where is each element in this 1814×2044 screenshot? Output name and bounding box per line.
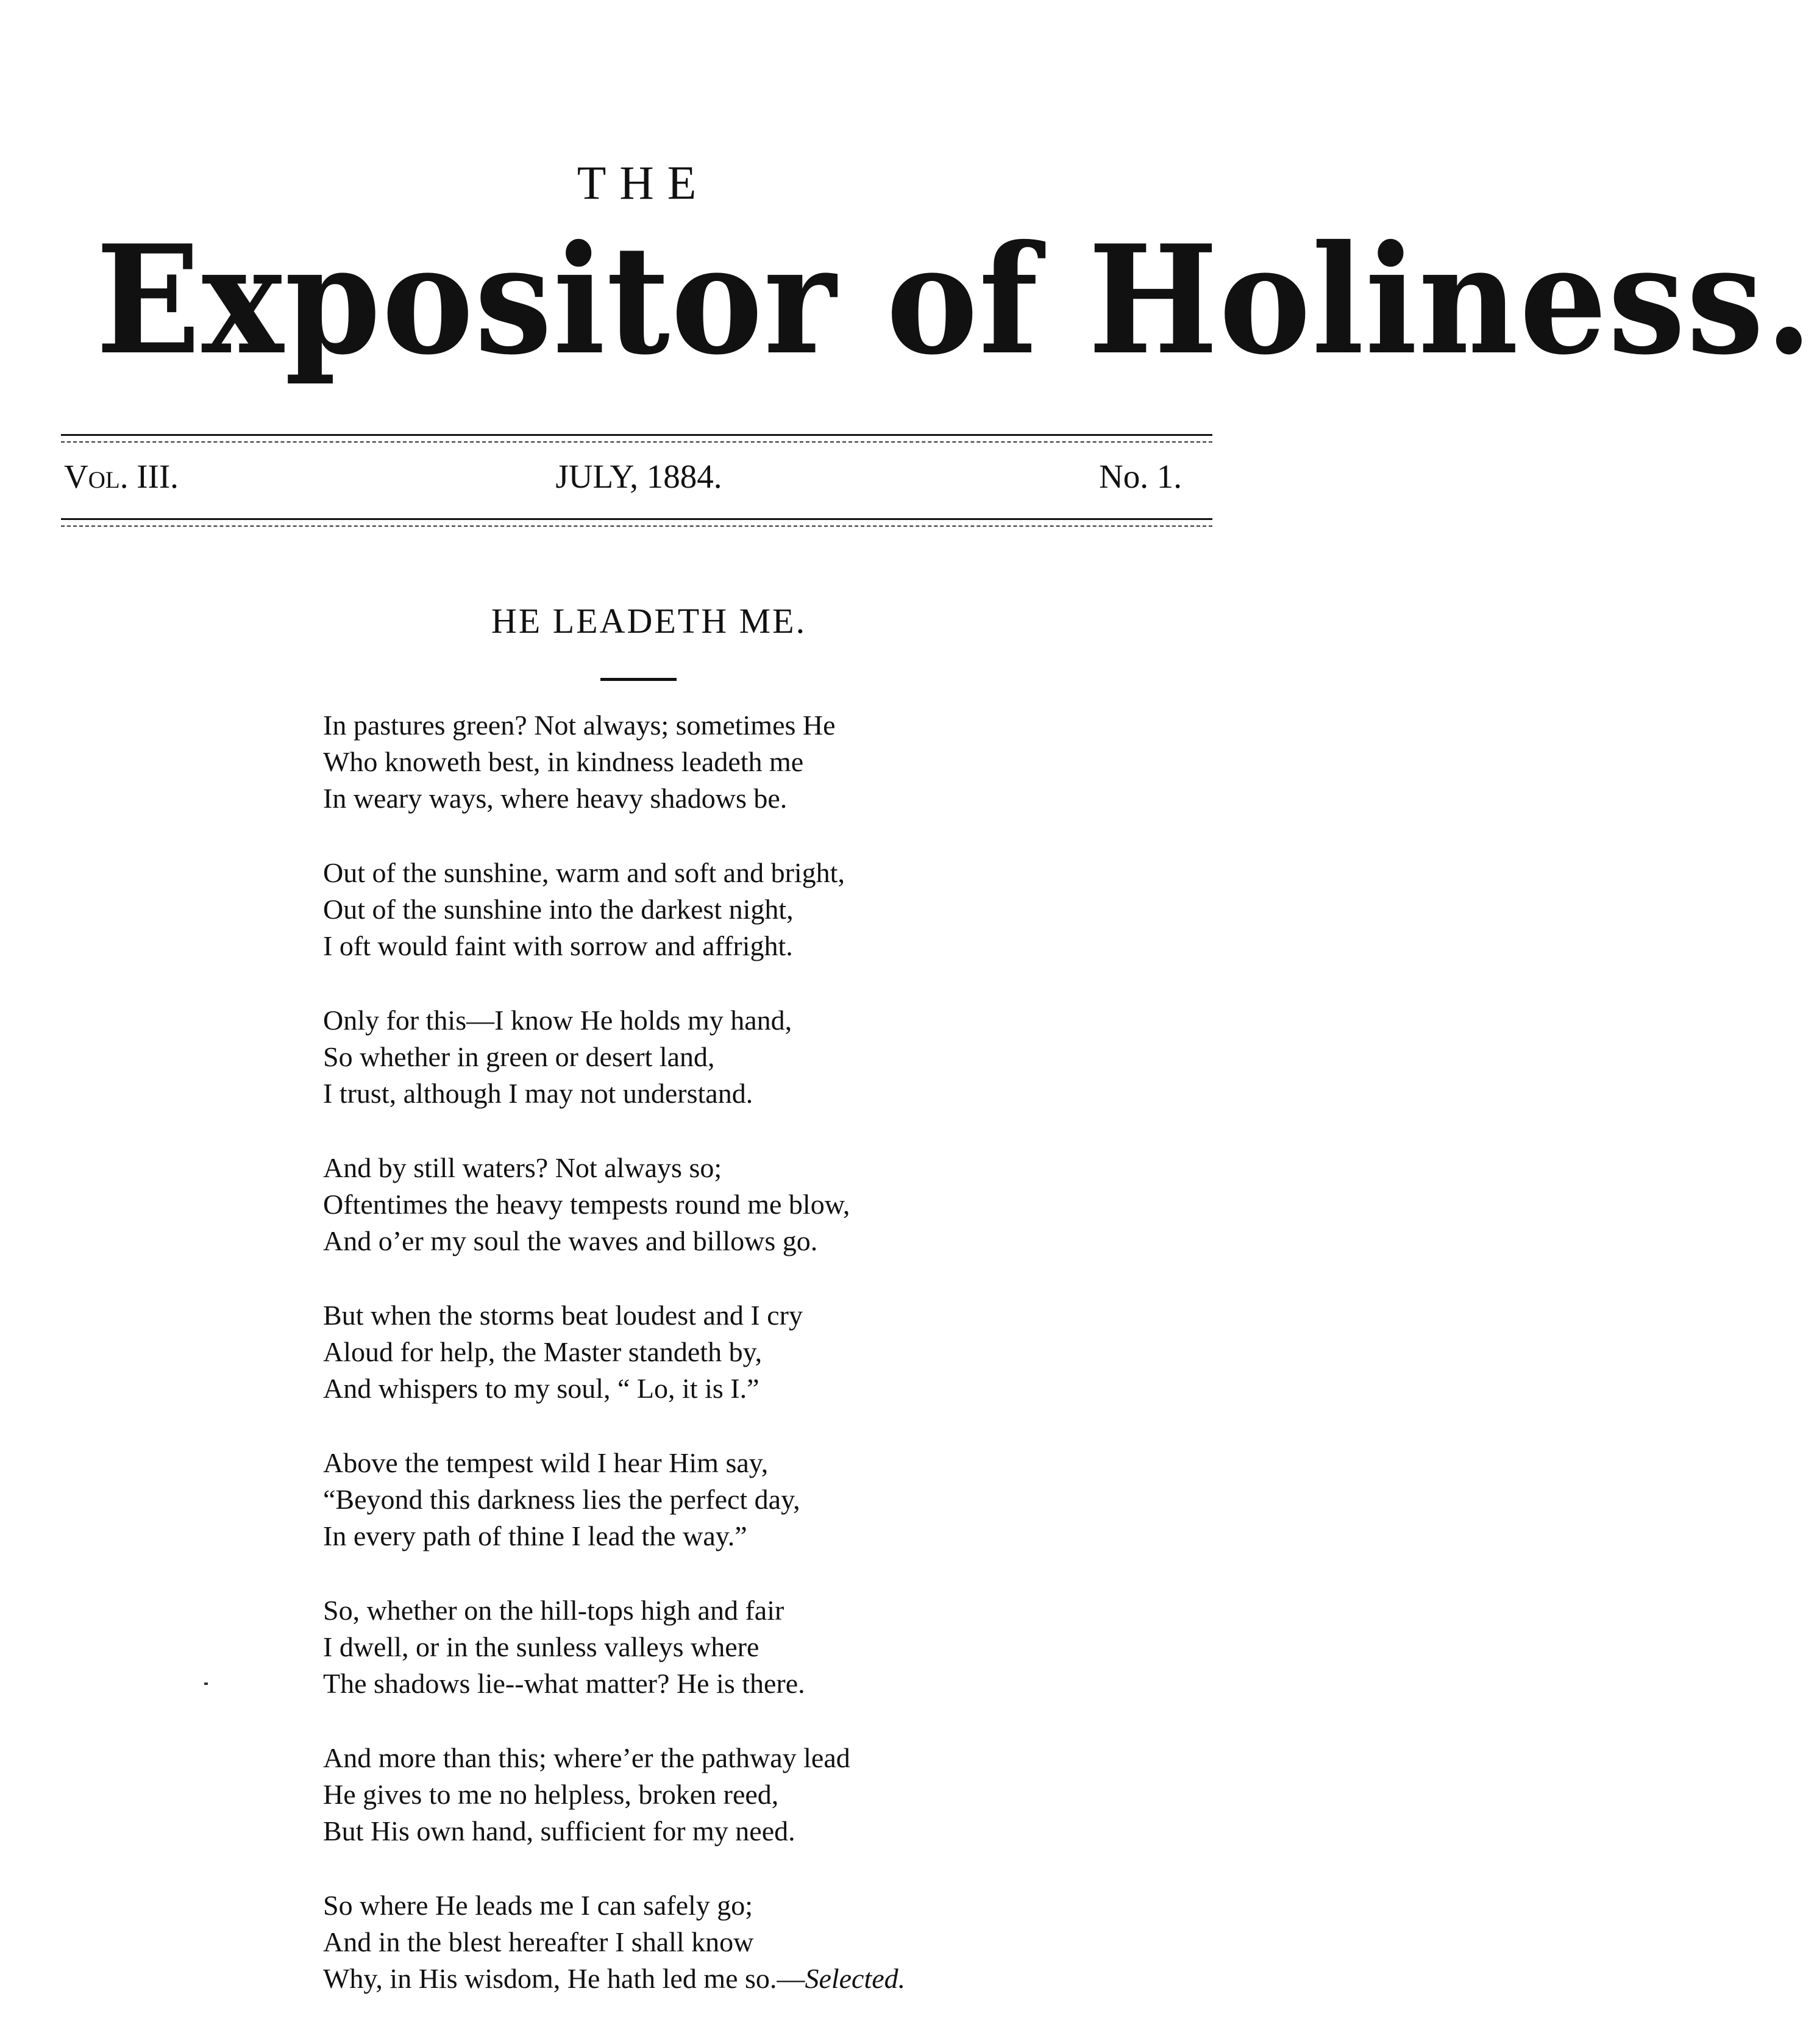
poem-line: And in the blest hereafter I shall know: [323, 1926, 754, 1957]
poem-line: Who knoweth best, in kindness leadeth me: [323, 746, 804, 777]
stanza: [323, 707, 1085, 817]
volume-label: Vol. III.: [64, 458, 179, 495]
issue-info-row: [64, 457, 1182, 496]
issue-number: No. 1.: [1099, 458, 1182, 495]
poem-line: I oft would faint with sorrow and affright.: [323, 930, 793, 961]
header-rule-top: [61, 434, 1212, 436]
poem-line-final: [323, 1960, 1085, 1997]
poem-line: Only for this—I know He holds my hand,: [323, 1005, 792, 1036]
poem-line: Aloud for help, the Master standeth by,: [323, 1336, 763, 1367]
header-rule-top-dashed: [61, 441, 1212, 443]
stanza: [323, 1445, 1085, 1554]
stanza: [323, 1150, 1085, 1259]
poem-body: [323, 707, 1085, 2035]
poem-line: And o’er my soul the waves and billows go.: [323, 1225, 818, 1256]
attribution: Selected.: [805, 1963, 906, 1994]
poem-line: So where He leads me I can safely go;: [323, 1890, 753, 1921]
poem-line: The shadows lie--what matter? He is there.: [323, 1668, 805, 1699]
poem-line: But His own hand, sufficient for my need.: [323, 1815, 795, 1846]
poem-line: So whether in green or desert land,: [323, 1041, 715, 1072]
poem-line-text: Why, in His wisdom, He hath led me so.—: [323, 1963, 805, 1994]
stanza: [323, 855, 1085, 964]
poem-line: And whispers to my soul, “ Lo, it is I.”: [323, 1373, 759, 1404]
poem-line: And by still waters? Not always so;: [323, 1152, 722, 1183]
masthead-the: THE: [577, 156, 710, 209]
issue-date: JULY, 1884.: [555, 458, 722, 495]
masthead-title: Expositor of Holiness.: [96, 212, 1814, 388]
poem-line: I trust, although I may not understand.: [323, 1078, 753, 1109]
poem-line: So, whether on the hill-tops high and fair: [323, 1595, 784, 1626]
poem-line: Oftentimes the heavy tempests round me blow,: [323, 1189, 850, 1220]
stray-mark: [204, 1683, 208, 1685]
poem-line: And more than this; where’er the pathway lead: [323, 1742, 850, 1773]
poem-line: “Beyond this darkness lies the perfect day,: [323, 1484, 800, 1515]
stanza: [323, 1002, 1085, 1112]
poem-line: In pastures green? Not always; sometimes He: [323, 710, 836, 741]
poem-line: I dwell, or in the sunless valleys where: [323, 1631, 759, 1662]
poem-line: In every path of thine I lead the way.”: [323, 1520, 747, 1551]
header-rule-bottom-dashed: [61, 525, 1212, 527]
poem-line: Above the tempest wild I hear Him say,: [323, 1447, 769, 1478]
stanza: [323, 1297, 1085, 1407]
poem-line: In weary ways, where heavy shadows be.: [323, 783, 788, 814]
poem-line: Out of the sunshine into the darkest night,: [323, 894, 794, 925]
poem-line: He gives to me no helpless, broken reed,: [323, 1779, 779, 1810]
title-divider: [600, 678, 677, 681]
stanza: [323, 1592, 1085, 1702]
header-rule-bottom: [61, 518, 1212, 520]
stanza: [323, 1740, 1085, 1850]
poem-title: HE LEADETH ME.: [491, 601, 807, 641]
poem-line: Out of the sunshine, warm and soft and bright,: [323, 857, 845, 888]
poem-line: But when the storms beat loudest and I cry: [323, 1300, 803, 1331]
stanza: [323, 1887, 1085, 1997]
